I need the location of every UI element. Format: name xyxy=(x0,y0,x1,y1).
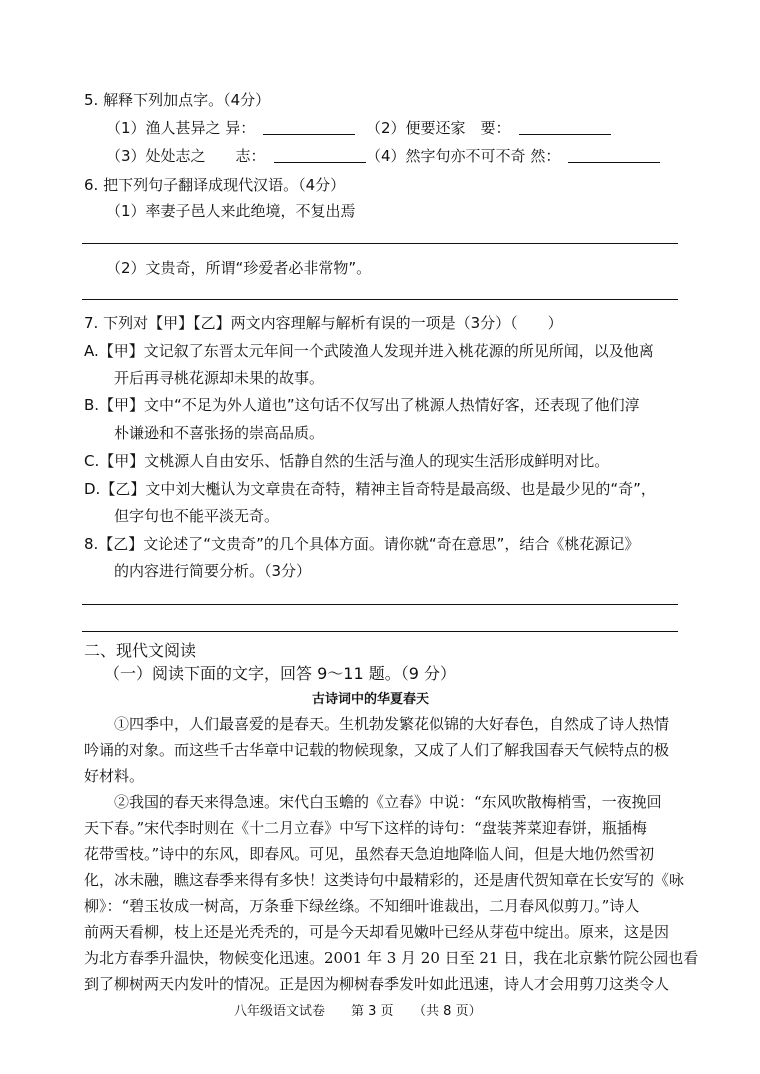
article-line: 为北方春季升温快，物候变化迅速。2001 年 3 月 20 日至 21 日，我在北京紫竹院公园也看 xyxy=(84,949,699,967)
article-line: 前两天看柳，枝上还是光秃秃的，可是今天却看见嫩叶已经从芽苞中绽出。原来，这是因 xyxy=(84,923,670,941)
answer-line[interactable] xyxy=(82,631,678,632)
article-line: 到了柳树两天内发叶的情况。正是因为柳树春季发叶如此迅速，诗人才会用剪刀这类令人 xyxy=(84,975,670,993)
article-line: 好材料。 xyxy=(84,767,145,785)
q6-stem: 6. 把下列句子翻译成现代汉语。（4分） xyxy=(84,176,346,194)
q7-option-b-line-1: B.【甲】文中“不足为外人道也”这句话不仅写出了桃源人热情好客，还表现了他们淳 xyxy=(84,396,640,414)
article-title: 古诗词中的华夏春天 xyxy=(312,692,430,707)
q8-line-2: 的内容进行简要分析。（3分） xyxy=(114,562,312,580)
q5-item-2 xyxy=(366,118,611,138)
answer-blank[interactable] xyxy=(274,147,366,163)
q5-item-4 xyxy=(366,146,660,166)
q7-option-a-line-1: A.【甲】文记叙了东晋太元年间一个武陵渔人发现并进入桃花源的所见所闻，以及他离 xyxy=(84,342,654,360)
answer-line[interactable] xyxy=(82,604,678,605)
q7-option-c: C.【甲】文桃源人自由安乐、恬静自然的生活与渔人的现实生活形成鲜明对比。 xyxy=(84,452,610,470)
article-line: ②我国的春天来得急速。宋代白玉蟾的《立春》中说：“东风吹散梅梢雪，一夜挽回 xyxy=(114,793,662,811)
answer-line[interactable] xyxy=(82,243,678,244)
page-footer: 八年级语文试卷 第 3 页 （共 8 页） xyxy=(234,1004,482,1019)
section-heading: 二、现代文阅读 xyxy=(84,641,197,660)
q5-item-2-label: （2）便要还家 要： xyxy=(366,119,511,137)
answer-blank[interactable] xyxy=(568,147,660,163)
q7-stem: 7. 下列对【甲】【乙】两文内容理解与解析有误的一项是（3分）（ ） xyxy=(84,314,563,332)
answer-blank[interactable] xyxy=(519,119,611,135)
q5-stem: 5. 解释下列加点字。（4分） xyxy=(84,91,271,109)
q7-option-a-line-2: 开后再寻桃花源却未果的故事。 xyxy=(114,369,325,387)
article-line: ①四季中，人们最喜爱的是春天。生机勃发繁花似锦的大好春色，自然成了诗人热情 xyxy=(114,715,670,733)
article-line: 柳》：“碧玉妆成一树高，万条垂下绿丝绦。不知细叶谁裁出，二月春风似剪刀。”诗人 xyxy=(84,897,640,915)
article-line: 天下春。”宋代李时则在《十二月立春》中写下这样的诗句：“盘装荠菜迎春饼，瓶插梅 xyxy=(84,819,647,837)
q6-item-2: （2）文贵奇，所谓“珍爱者必非常物”。 xyxy=(106,259,372,277)
subsection-heading: （一）阅读下面的文字，回答 9～11 题。（9 分） xyxy=(104,664,456,683)
q8-line-1: 8.【乙】文论述了“文贵奇”的几个具体方面。请你就“奇在意思”，结合《桃花源记》 xyxy=(84,535,640,553)
q5-item-3-label: （3）处处志之 志： xyxy=(106,147,266,165)
q5-item-1-label: （1）渔人甚异之 异： xyxy=(106,119,256,137)
q5-item-1 xyxy=(106,118,355,138)
q7-option-b-line-2: 朴谦逊和不喜张扬的崇高品质。 xyxy=(114,424,325,442)
q7-option-d-line-2: 但字句也不能平淡无奇。 xyxy=(114,507,280,525)
article-line: 吟诵的对象。而这些千古华章中记载的物候现象，又成了人们了解我国春天气候特点的极 xyxy=(84,741,670,759)
q7-option-d-line-1: D.【乙】文中刘大櫆认为文章贵在奇特，精神主旨奇特是最高级、也是最少见的“奇”， xyxy=(84,480,656,498)
answer-blank[interactable] xyxy=(263,119,355,135)
q5-item-4-label: （4）然字句亦不可不奇 然： xyxy=(366,147,561,165)
article-line: 化，冰未融，瞧这春季来得有多快！这类诗句中最精彩的，还是唐代贺知章在长安写的《咏 xyxy=(84,871,685,889)
q5-item-3 xyxy=(106,146,366,166)
answer-line[interactable] xyxy=(82,299,678,300)
q6-item-1: （1）率妻子邑人来此绝境，不复出焉 xyxy=(106,202,356,220)
article-line: 花带雪枝。”诗中的东风，即春风。可见，虽然春天急迫地降临人间，但是大地仍然雪初 xyxy=(84,845,655,863)
